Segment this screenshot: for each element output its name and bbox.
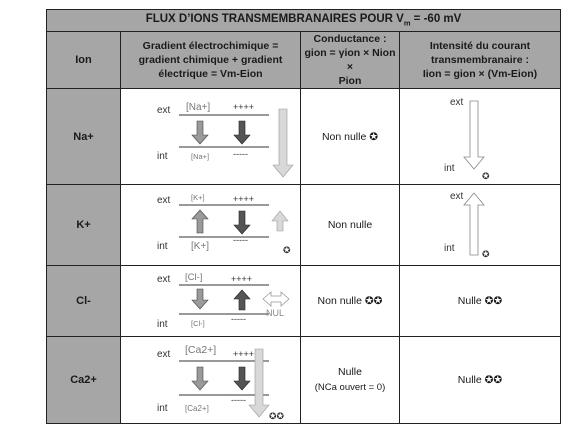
gradient-diagram-cl [121, 266, 301, 337]
current-arrow-up [464, 193, 484, 255]
header-conductance: Conductance : gion = γion × Nion × Pion [301, 32, 400, 89]
int-conc: [K+] [191, 241, 210, 252]
na-current-svg [400, 89, 560, 184]
current-diagram-k [400, 185, 561, 266]
net-null-label: NUL [266, 308, 285, 318]
ext-label: ext [157, 105, 171, 116]
chemical-arrow-up [192, 210, 208, 233]
ext-conc: [Cl-] [185, 272, 203, 283]
star-icon: ✪ [482, 171, 490, 181]
int-label: int [157, 151, 168, 162]
current-ext-label: ext [450, 191, 464, 202]
int-charges: ----- [233, 235, 248, 245]
ext-conc: [Ca2+] [185, 344, 217, 356]
ext-charges: ++++ [233, 194, 255, 204]
ion-name: K+ [47, 185, 121, 266]
int-charges: ----- [231, 395, 246, 405]
ion-name: Ca2+ [47, 337, 121, 424]
int-conc: [Ca2+] [185, 404, 209, 413]
star-icon: ✪ [482, 249, 490, 259]
int-charges: ----- [231, 314, 246, 324]
chemical-arrow-down [192, 367, 208, 390]
conductance-cell: Non nulle ✪✪ [301, 266, 400, 337]
ext-charges: ++++ [233, 102, 255, 112]
conductance-cell: Nulle (NCa ouvert = 0) [301, 337, 400, 424]
net-arrow-horizontal [263, 292, 289, 306]
ext-label: ext [157, 274, 171, 285]
electrical-arrow-down [234, 367, 250, 390]
k-gradient-svg [121, 185, 300, 265]
conductance-cell: Non nulle ✪ [301, 89, 400, 185]
ion-name: Na+ [47, 89, 121, 185]
header-current: Intensité du courant transmembranaire : Iion = gion × (Vm-Eion) [400, 32, 561, 89]
star-icon: ✪ [283, 245, 291, 255]
ext-charges: ++++ [231, 274, 253, 284]
current-int-label: int [444, 163, 455, 174]
ext-label: ext [157, 195, 171, 206]
header-gradient: Gradient électrochimique = gradient chimique + gradient électrique = Vm-Eion [121, 32, 301, 89]
current-ext-label: ext [450, 97, 464, 108]
electrical-arrow-up [234, 290, 250, 310]
current-int-label: int [444, 243, 455, 254]
int-label: int [157, 241, 168, 252]
star-icon: ✪✪ [269, 411, 285, 421]
net-arrow-down [249, 349, 269, 417]
table-row-cl [47, 266, 561, 337]
ext-label: ext [157, 349, 171, 360]
conductance-cell: Non nulle [301, 185, 400, 266]
header-ion: Ion [47, 32, 121, 89]
ext-charges: ++++ [233, 349, 255, 359]
table-row-na [47, 89, 561, 185]
current-arrow-down [464, 101, 484, 169]
gradient-diagram-ca [121, 337, 301, 424]
int-charges: ----- [233, 149, 248, 159]
electrical-arrow-down [234, 121, 250, 144]
current-cell: Nulle ✪✪ [400, 337, 561, 424]
int-label: int [157, 319, 168, 330]
ext-conc: [Na+] [186, 102, 211, 113]
gradient-diagram-na [121, 89, 301, 185]
ext-conc: [K+] [191, 193, 205, 202]
chemical-arrow-down [192, 289, 208, 309]
ca-gradient-svg [121, 337, 300, 423]
net-arrow-down [273, 109, 293, 177]
int-conc: [Cl-] [191, 319, 205, 328]
cl-gradient-svg [121, 266, 300, 336]
current-cell: Nulle ✪✪ [400, 266, 561, 337]
chemical-arrow-down [192, 121, 208, 144]
gradient-diagram-k [121, 185, 301, 266]
int-label: int [157, 403, 168, 414]
current-diagram-na [400, 89, 561, 185]
ion-flux-table [46, 9, 561, 424]
net-arrow-up [272, 211, 288, 231]
ion-name: Cl- [47, 266, 121, 337]
electrical-arrow-down [234, 211, 250, 234]
k-current-svg [400, 185, 560, 265]
table-row-k [47, 185, 561, 266]
na-gradient-svg [121, 89, 300, 184]
table-row-ca [47, 337, 561, 424]
table-title: FLUX D’IONS TRANSMEMBRANAIRES POUR $V_m = -60$ mV [47, 10, 561, 32]
int-conc: [Na+] [191, 152, 210, 161]
